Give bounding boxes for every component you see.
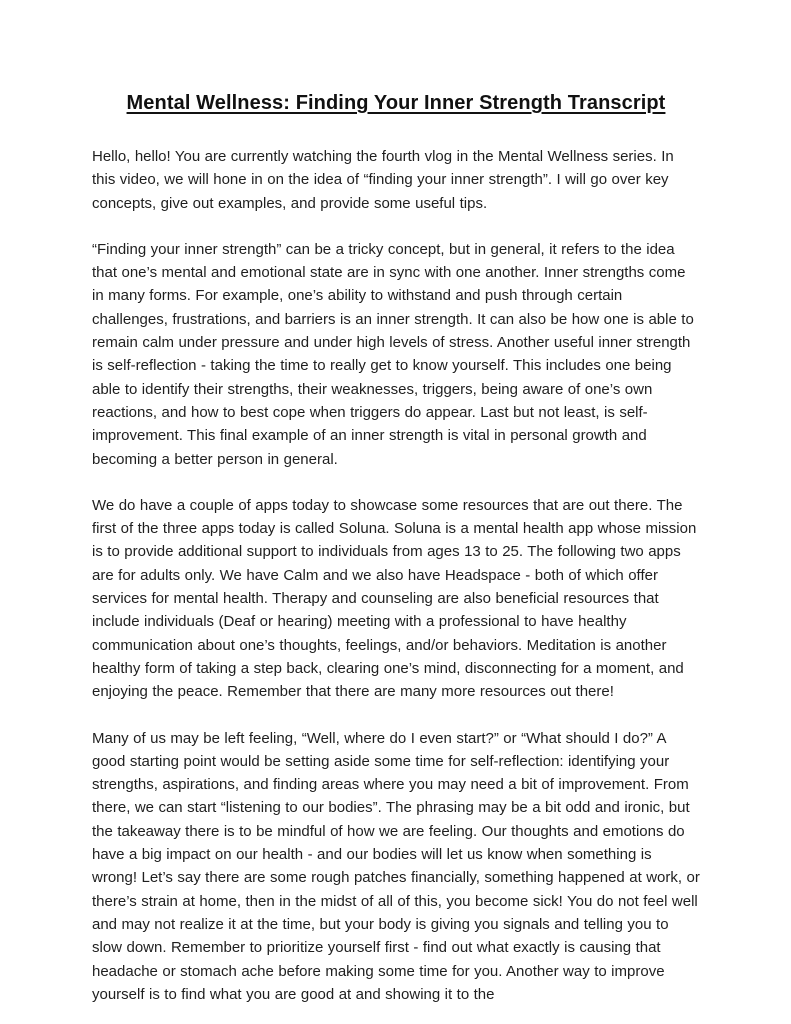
paragraph-apps-and-resources: We do have a couple of apps today to showcase some resources that are out there. The first of the three apps today is called Soluna. Soluna is a mental health app whose mission is to provide additional support to individuals from ages 13 to 25. The following two apps are for adults only. We have Calm and we also have Headspace - both of which offer services for mental health. Therapy and counseling are also beneficial resources that include individuals (Deaf or hearing) meeting with a professional to have healthy communication about one’s thoughts, feelings, and/or behaviors. Meditation is another healthy form of taking a step back, clearing one’s mind, disconnecting for a moment, and enjoying the peace. Remember that there are many more resources out there!: [92, 496, 697, 701]
paragraph-inner-strength-definition: “Finding your inner strength” can be a tricky concept, but in general, it refers to the idea that one’s mental and emotional state are in sync with one another. Inner strengths come in many forms. For example, one’s ability to withstand and push through certain challenges, frustrations, and barriers is an inner strength. It can also be how one is able to remain calm under pressure and under high levels of stress. Another useful inner strength is self-reflection - taking the time to really get to know yourself. This includes one being able to identify their strengths, their weaknesses, triggers, being aware of one’s own reactions, and how to best cope when triggers do appear. Last but not least, is self-improvement. This final example of an inner strength is vital in personal growth and becoming a better person in general.: [92, 240, 694, 468]
paragraph-where-to-start: Many of us may be left feeling, “Well, where do I even start?” or “What should I do?” A good starting point would be setting aside some time for self-reflection: identifying your strengths, aspirations, and finding areas where you may need a bit of improvement. From there, we can start “listening to our bodies”. The phrasing may be a bit odd and ironic, but the takeaway there is to be mindful of how we are feeling. Our thoughts and emotions do have a big impact on our health - and our bodies will let us know when something is wrong! Let’s say there are some rough patches financially, something happened at work, or there’s strain at home, then in the midst of all of this, you become sick! You do not feel well and may not realize it at the time, but your body is giving you signals and telling you to slow down. Remember to prioritize yourself first - find out what exactly is causing that headache or stomach ache before making some time for you. Another way to improve yourself is to find what you are good at and showing it to the: [92, 729, 700, 1003]
document-title: Mental Wellness: Finding Your Inner Strength Transcript: [126, 92, 666, 114]
paragraph-intro: Hello, hello! You are currently watching the fourth vlog in the Mental Wellness series. In this video, we will hone in on the idea of “finding your inner strength”. I will go over key concepts, give out examples, and provide some useful tips.: [92, 148, 674, 212]
